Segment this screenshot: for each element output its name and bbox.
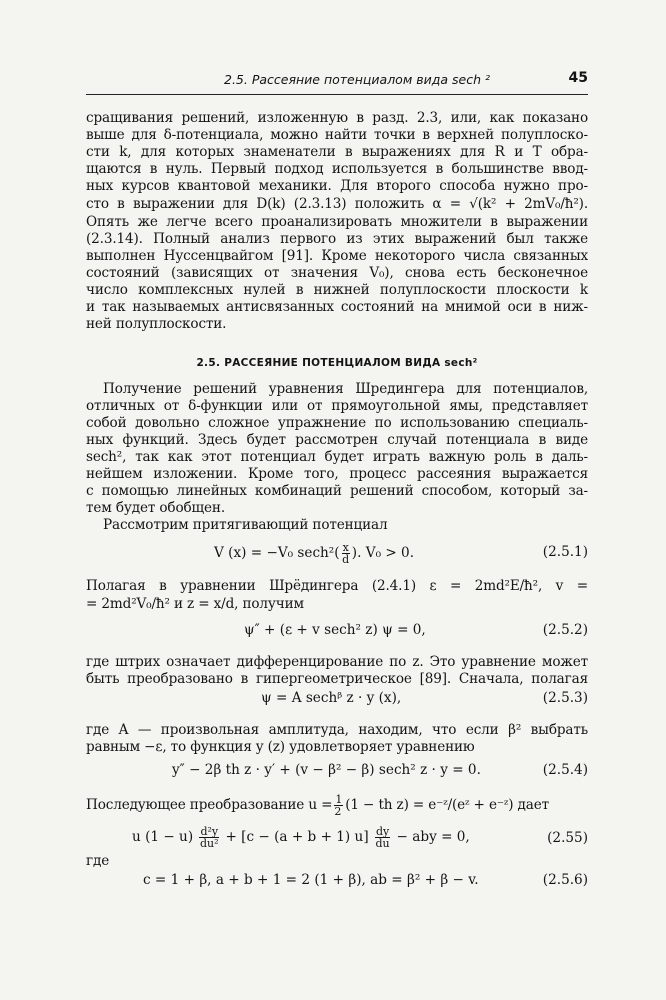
para-line: = 2md²V₀/ħ² и z = x/d, получим bbox=[86, 596, 304, 612]
para-line: Полагая в уравнении Шрёдингера (2.4.1) ε = 2md²E/ħ², v = bbox=[86, 578, 588, 594]
intro-line: и так называемых антисвязанных состояний на мнимой оси в ниж- bbox=[86, 299, 588, 315]
equation-text: V (x) = −V₀ sech² bbox=[214, 545, 335, 561]
where-label: где bbox=[86, 853, 110, 869]
equation-label: (2.5.1) bbox=[542, 544, 588, 560]
para-line: где штрих означает дифференцирование по z. Это уравнение может bbox=[86, 654, 588, 670]
fraction-denominator: d bbox=[342, 553, 350, 566]
equation-2-5-3: ψ = A sechᵝ z · y (x), bbox=[261, 690, 402, 706]
equation-text: . V₀ > 0. bbox=[357, 545, 415, 561]
fraction bbox=[342, 542, 350, 565]
fraction-denominator: du² bbox=[200, 837, 219, 850]
fraction bbox=[334, 794, 343, 817]
para-line bbox=[86, 794, 588, 824]
para-line: нейшем изложении. Кроме того, процесс рассеяния выражается bbox=[86, 466, 588, 482]
intro-line: выше для δ-потенциала, можно найти точки в верхней полуплоско- bbox=[86, 127, 588, 143]
intro-line: ней полуплоскости. bbox=[86, 316, 227, 332]
equation-2-5-1: V (x) = −V₀ sech²( $\frac{x}{d}$ ). V₀ > 0. bbox=[214, 541, 415, 566]
equation-text: − aby = 0, bbox=[396, 829, 470, 845]
equation-text: + [c − (a + b + 1) u] bbox=[225, 829, 369, 845]
para-line: собой довольно сложное упражнение по использованию специаль- bbox=[86, 415, 588, 431]
page-number: 45 bbox=[568, 70, 588, 86]
equation-2-5-2: ψ″ + (ε + v sech² z) ψ = 0, bbox=[244, 622, 426, 638]
equation-2-5-4: y″ − 2β th z · y′ + (v − β² − β) sech² z · y = 0. bbox=[172, 762, 481, 778]
equation-2-5-6: c = 1 + β, a + b + 1 = 2 (1 + β), ab = β² + β − v. bbox=[143, 872, 479, 888]
equation-text: u (1 − u) bbox=[132, 829, 194, 845]
inline-text: Последующее преобразование u = bbox=[86, 797, 333, 813]
fraction-numerator: dy bbox=[375, 825, 390, 838]
fraction bbox=[375, 826, 390, 849]
equation-label: (2.5.4) bbox=[542, 762, 588, 778]
para-line: где A — произвольная амплитуда, находим, что если β² выбрать bbox=[86, 722, 588, 738]
fraction bbox=[199, 826, 219, 849]
para-line: sech², так как этот потенциал будет играть важную роль в даль- bbox=[86, 449, 588, 465]
equation-label: (2.55) bbox=[547, 830, 588, 846]
fraction-denominator: du bbox=[375, 837, 390, 850]
para-line: быть преобразовано в гипергеометрическое [89]. Сначала, полагая bbox=[86, 671, 588, 687]
intro-line: выполнен Нуссенцвайгом [91]. Кроме некоторого числа связанных bbox=[86, 248, 588, 264]
intro-line: состояний (зависящих от значения V₀), снова есть бесконечное bbox=[86, 265, 588, 281]
intro-line: число комплексных нулей в нижней полуплоскости плоскости k bbox=[86, 282, 588, 298]
intro-line: сращивания решений, изложенную в разд. 2.3, или, как показано bbox=[86, 110, 588, 126]
fraction-numerator: 1 bbox=[335, 793, 343, 806]
para-line: равным −ε, то функция y (z) удовлетворяет уравнению bbox=[86, 739, 475, 755]
intro-line: Опять же легче всего проанализировать множители в выражении bbox=[86, 214, 588, 230]
para-line: с помощью линейных комбинаций решений способом, который за- bbox=[86, 483, 588, 499]
intro-line: ных курсов квантовой механики. Для второго способа нужно про- bbox=[86, 178, 588, 194]
intro-line: сто в выражении для D(k) (2.3.13) положить α = √(k² + 2mV₀/ħ²). bbox=[86, 196, 588, 212]
equation-2-5-5 bbox=[132, 826, 470, 849]
equation-label: (2.5.6) bbox=[542, 872, 588, 888]
running-head bbox=[86, 70, 588, 95]
running-head-title: 2.5. Рассеяние потенциалом вида sech ² bbox=[224, 72, 490, 87]
para-line: отличных от δ-функции или от прямоугольной ямы, представляет bbox=[86, 398, 588, 414]
fraction-numerator: d²y bbox=[200, 825, 219, 838]
para-line: тем будет обобщен. bbox=[86, 500, 225, 516]
intro-line: сти k, для которых знаменатели в выражениях для R и T обра- bbox=[86, 144, 588, 160]
para-line: Рассмотрим притягивающий потенциал bbox=[103, 517, 388, 533]
fraction-denominator: 2 bbox=[334, 805, 342, 818]
inline-text: (1 − th z) = e⁻ᶻ/(eᶻ + e⁻ᶻ) дает bbox=[345, 797, 550, 813]
para-line: Получение решений уравнения Шредингера для потенциалов, bbox=[103, 381, 588, 397]
fraction-numerator: x bbox=[342, 541, 349, 554]
intro-line: щаются в нуль. Первый подход используется в большинстве ввод- bbox=[86, 161, 588, 177]
equation-label: (2.5.3) bbox=[542, 690, 588, 706]
equation-label: (2.5.2) bbox=[542, 622, 588, 638]
para-line: ных функций. Здесь будет рассмотрен случай потенциала в виде bbox=[86, 432, 588, 448]
section-heading: 2.5. РАССЕЯНИЕ ПОТЕНЦИАЛОМ ВИДА sech² bbox=[196, 357, 478, 369]
intro-line: (2.3.14). Полный анализ первого из этих выражений был также bbox=[86, 231, 588, 247]
